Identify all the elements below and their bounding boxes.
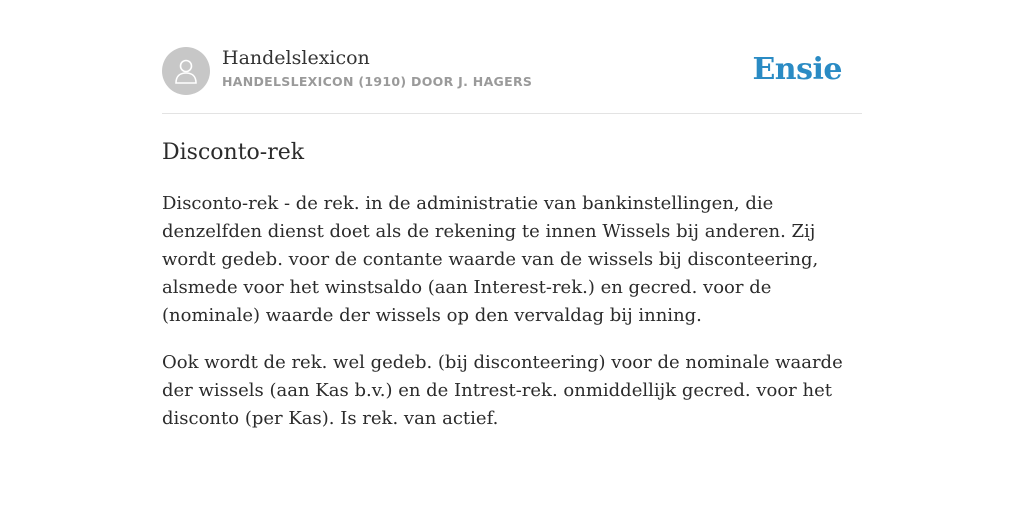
source-name[interactable]: Handelslexicon [222,47,370,69]
source-avatar[interactable] [162,47,210,95]
article-title: Disconto-rek [162,140,305,165]
user-icon [171,56,201,86]
article-body [162,190,862,452]
brand-logo[interactable]: Ensie [752,52,842,87]
header-divider [162,113,862,114]
source-header [162,46,862,96]
source-subtitle: HANDELSLEXICON (1910) DOOR J. HAGERS [222,74,533,89]
article-paragraph: Disconto-rek - de rek. in de administratie van bankinstellingen, die denzelfden dienst doet als de rekening te innen Wissels bij anderen. Zij wordt gedeb. voor de contante waarde van de wissels bij disconteering, alsmede voor het winstsaldo (aan Interest-rek.) en gecred. voor de (nominale) waarde der wissels op den vervaldag bij inning. [162,193,819,326]
article-paragraph: Ook wordt de rek. wel gedeb. (bij disconteering) voor de nominale waarde der wissels (aan Kas b.v.) en de Intrest-rek. onmiddellijk gecred. voor het disconto (per Kas). Is rek. van actief. [162,352,843,429]
